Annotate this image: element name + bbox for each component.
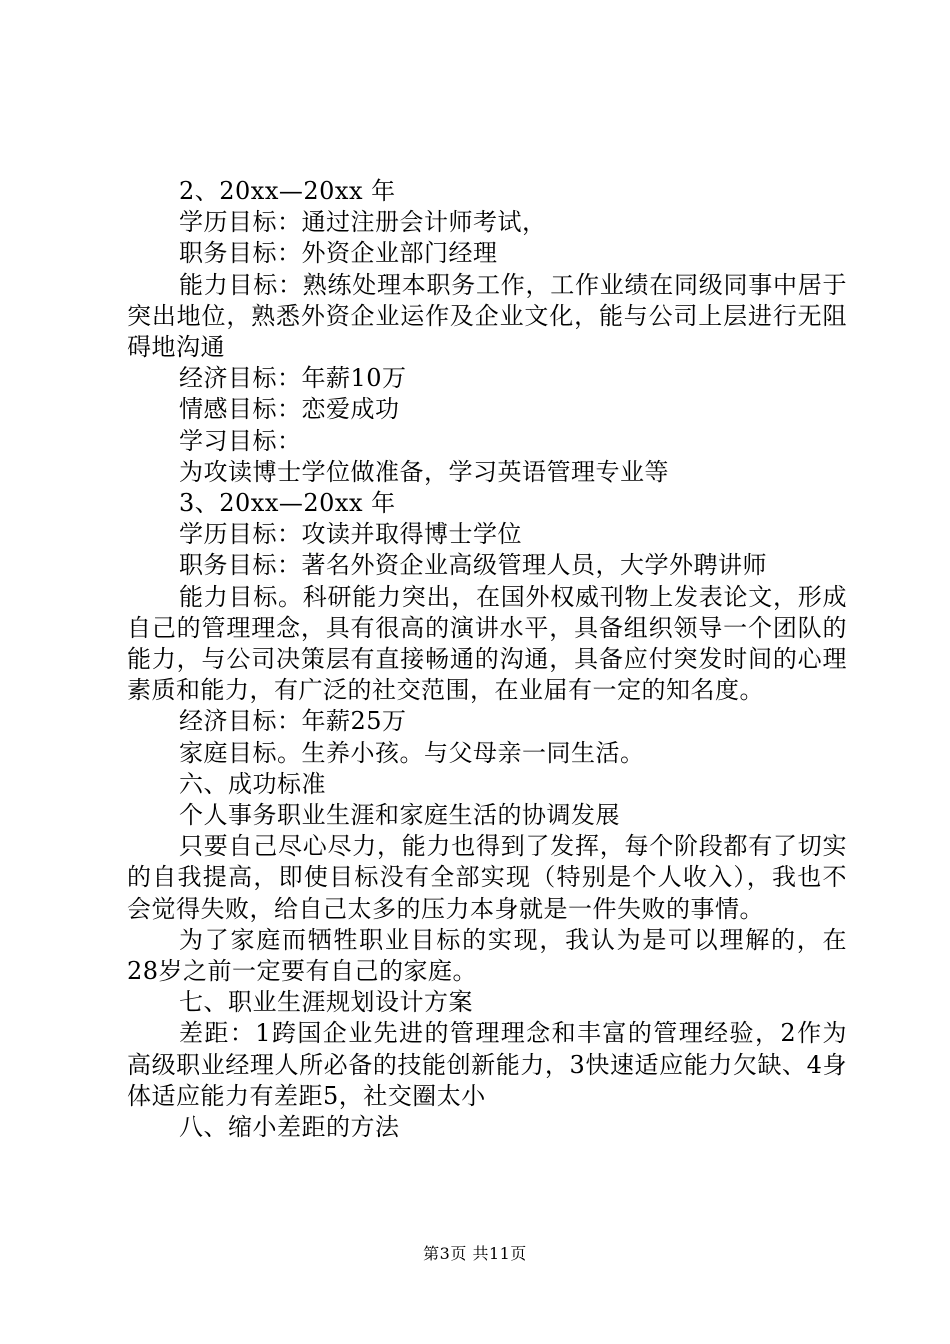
- page-number-label: 第3页 共11页: [423, 1244, 527, 1263]
- paragraph-period-2-heading: 2、20xx—20xx 年: [179, 177, 396, 205]
- document-body: [127, 176, 847, 1143]
- paragraph-education-goal-3: 学历目标：攻读并取得博士学位: [179, 520, 522, 549]
- paragraph-economic-goal-2: 经济目标：年薪10万: [179, 364, 407, 393]
- paragraph-economic-goal-3: 经济目标：年薪25万: [179, 707, 407, 736]
- paragraph-success-summary: 个人事务职业生涯和家庭生活的协调发展: [179, 801, 620, 830]
- paragraph-gap-analysis: 差距：1跨国企业先进的管理理念和丰富的管理经验，2作为高级职业经理人所必备的技能创新能力，3快速适应能力欠缺、4身体适应能力有差距5，社交圈太小: [127, 1019, 847, 1110]
- section-heading-career-plan: 七、职业生涯规划设计方案: [179, 988, 473, 1017]
- paragraph-family-priority: 为了家庭而牺牲职业目标的实现，我认为是可以理解的，在28岁之前一定要有自己的家庭。: [127, 925, 847, 986]
- paragraph-success-detail: 只要自己尽心尽力，能力也得到了发挥，每个阶段都有了切实的自我提高，即使目标没有全部实现（特别是个人收入），我也不会觉得失败，给自己太多的压力本身就是一件失败的事情。: [127, 832, 847, 923]
- paragraph-family-goal-3: 家庭目标。生养小孩。与父母亲一同生活。: [179, 738, 645, 767]
- paragraph-period-3-heading: 3、20xx—20xx 年: [179, 489, 396, 518]
- paragraph-education-goal-2: 学历目标：通过注册会计师考试，: [179, 208, 547, 237]
- page-footer: [0, 1244, 950, 1264]
- paragraph-position-goal-3: 职务目标：著名外资企业高级管理人员，大学外聘讲师: [179, 551, 767, 580]
- paragraph-learning-detail-2: 为攻读博士学位做准备，学习英语管理专业等: [179, 457, 669, 486]
- paragraph-learning-goal-2: 学习目标：: [179, 426, 302, 455]
- paragraph-ability-goal-2: 能力目标：熟练处理本职务工作，工作业绩在同级同事中居于突出地位，熟悉外资企业运作及企业文化，能与公司上层进行无阻碍地沟通: [127, 270, 847, 362]
- section-heading-success-criteria: 六、成功标准: [179, 769, 326, 798]
- paragraph-position-goal-2: 职务目标：外资企业部门经理: [179, 239, 498, 268]
- paragraph-ability-goal-3: 能力目标。科研能力突出，在国外权威刊物上发表论文，形成自己的管理理念，具有很高的演讲水平，具备组织领导一个团队的能力，与公司决策层有直接畅通的沟通，具备应付突发时间的心理素质和能力，有广泛的社交范围，在业届有一定的知名度。: [127, 582, 847, 705]
- section-heading-gap-methods: 八、缩小差距的方法: [179, 1113, 400, 1142]
- paragraph-emotional-goal-2: 情感目标：恋爱成功: [179, 395, 400, 424]
